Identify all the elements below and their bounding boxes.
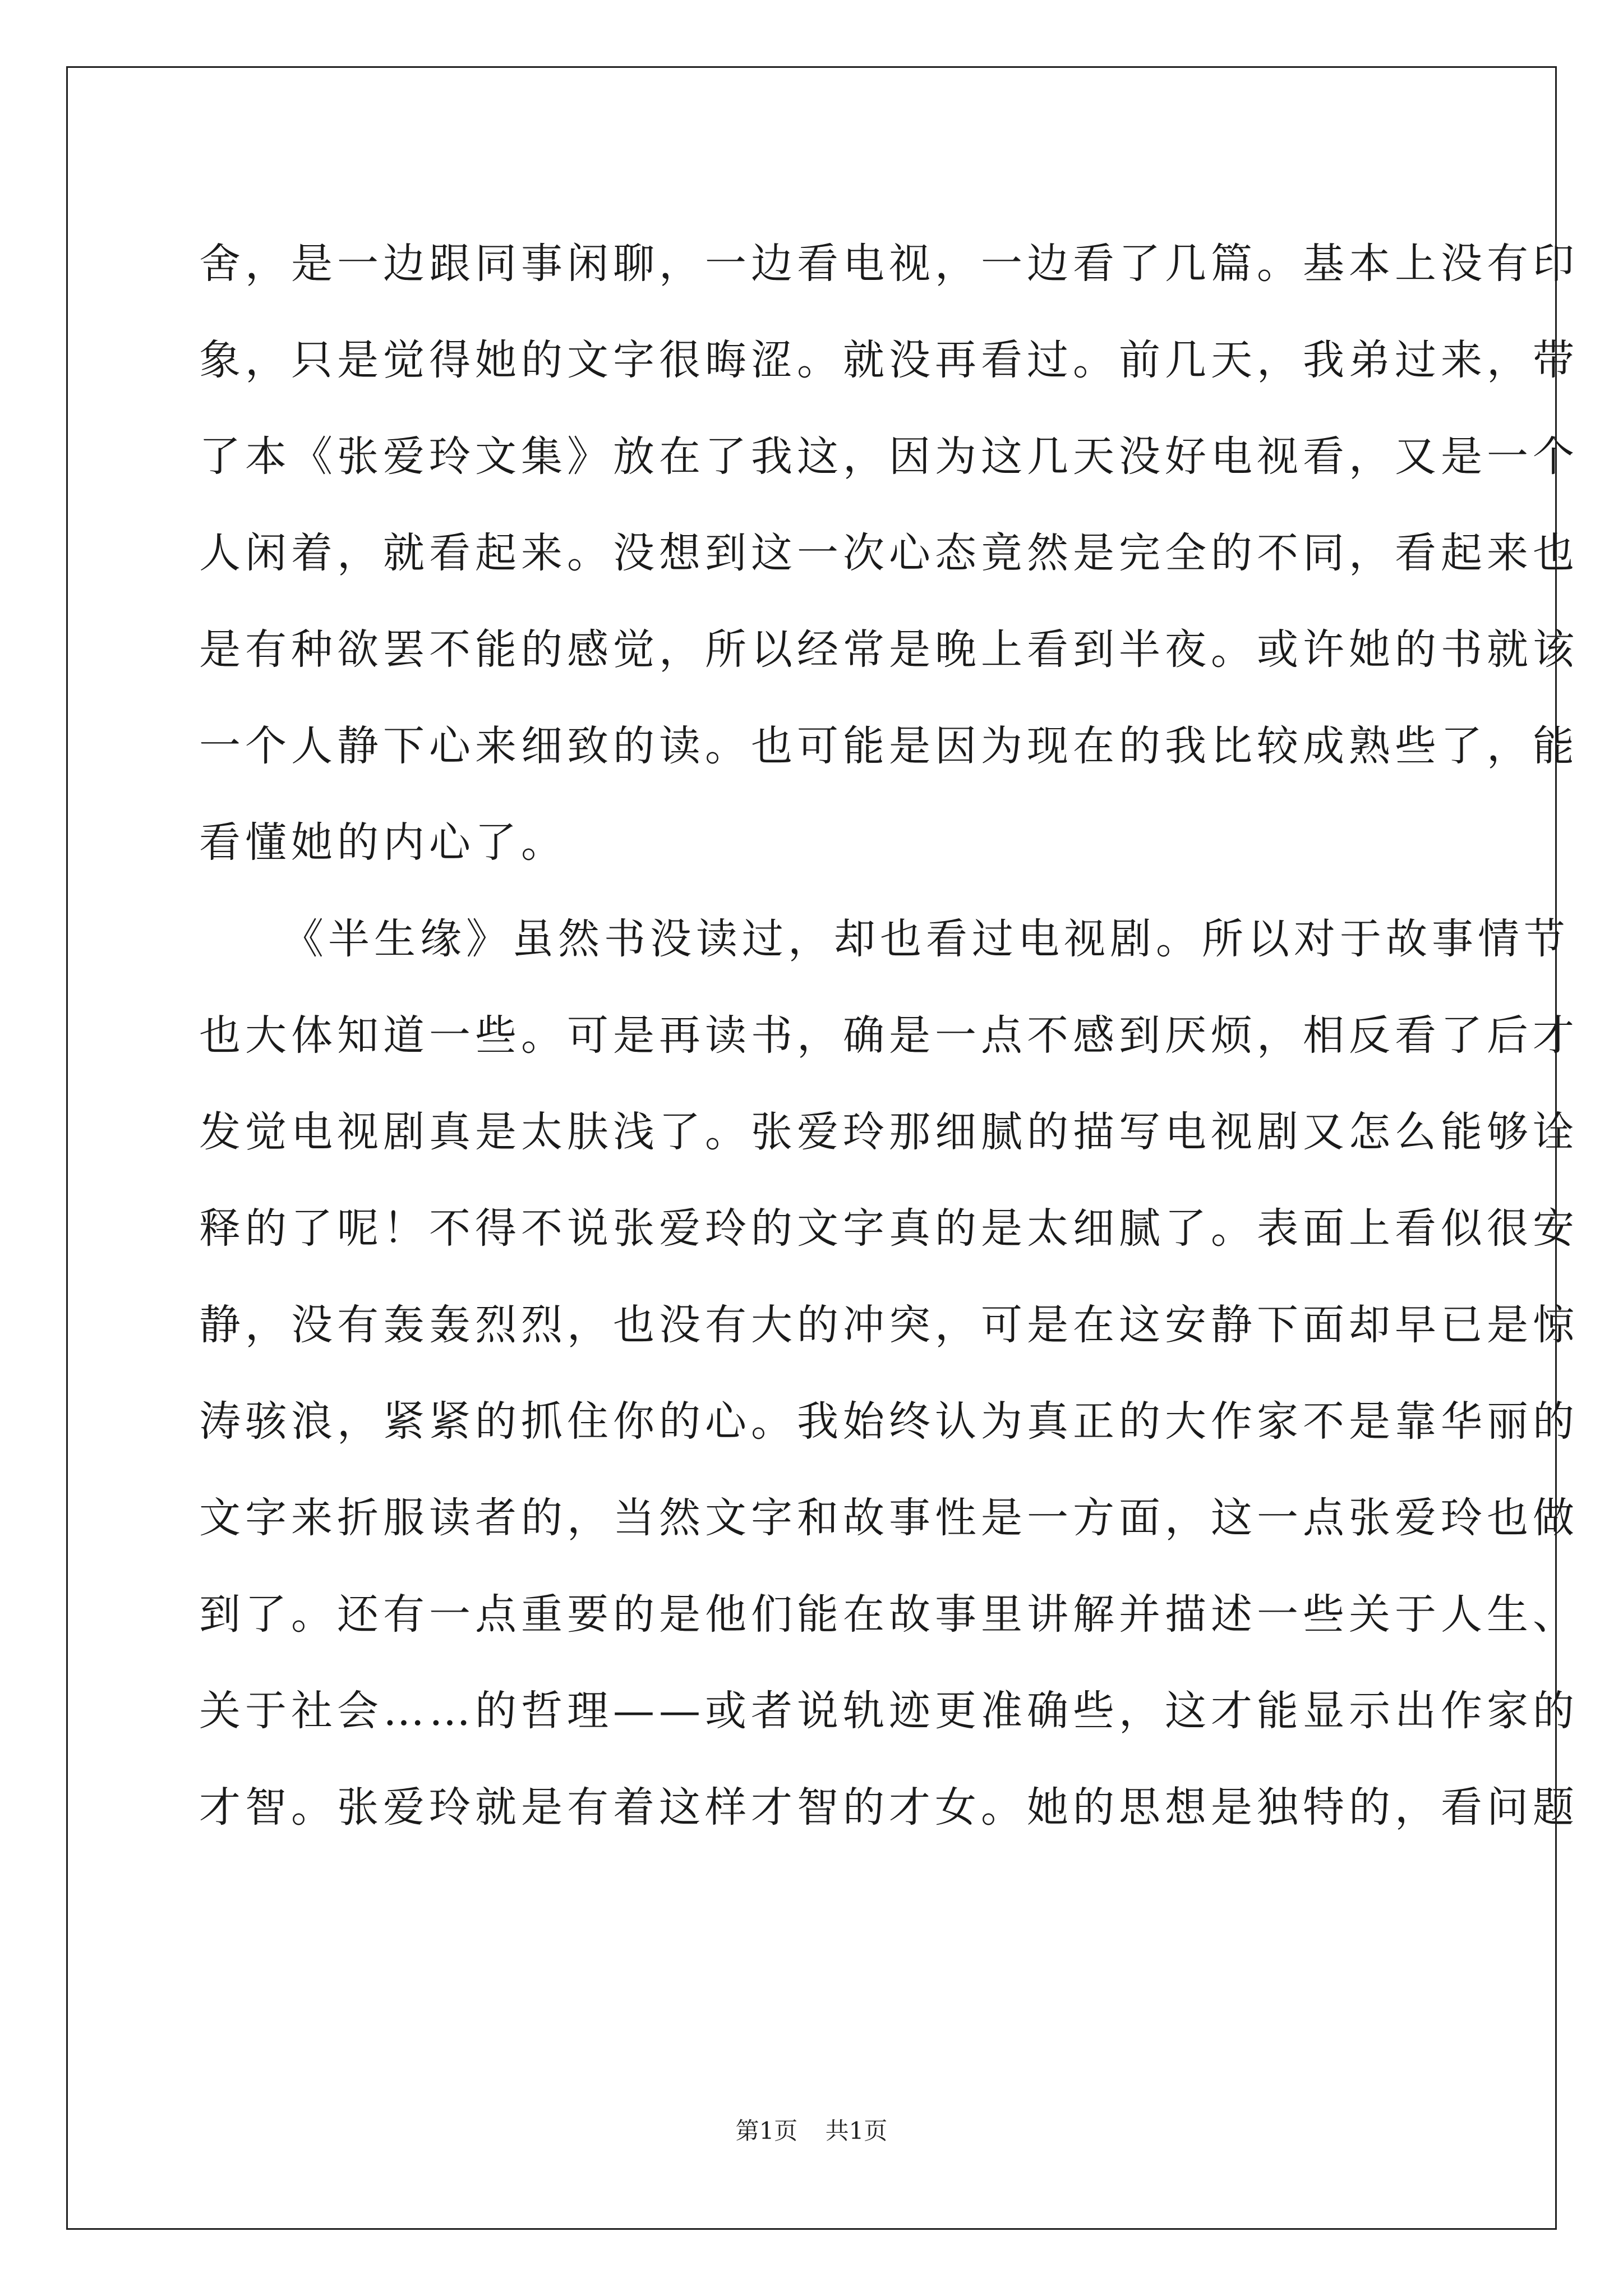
text-line-7: 看懂她的内心了。	[199, 818, 567, 867]
text-line-4: 人闲着，就看起来。没想到这一次心态竟然是完全的不同，看起来也	[199, 529, 1579, 577]
text-line-15: 到了。还有一点重要的是他们能在故事里讲解并描述一些关于人生、	[199, 1590, 1579, 1639]
text-line-13: 涛骇浪，紧紧的抓住你的心。我始终认为真正的大作家不是靠华丽的	[199, 1397, 1579, 1446]
page-total: 共1页	[825, 2117, 888, 2145]
page-footer	[0, 2113, 1623, 2146]
text-line-5: 是有种欲罢不能的感觉，所以经常是晚上看到半夜。或许她的书就该	[199, 625, 1579, 674]
text-line-3: 了本《张爱玲文集》放在了我这，因为这几天没好电视看，又是一个	[199, 432, 1579, 481]
text-line-17: 才智。张爱玲就是有着这样才智的才女。她的思想是独特的，看问题	[199, 1783, 1579, 1832]
text-line-14: 文字来折服读者的，当然文字和故事性是一方面，这一点张爱玲也做	[199, 1494, 1579, 1542]
text-line-6: 一个人静下心来细致的读。也可能是因为现在的我比较成熟些了，能	[199, 722, 1579, 770]
text-line-9: 也大体知道一些。可是再读书，确是一点不感到厌烦，相反看了后才	[199, 1011, 1579, 1060]
text-line-12: 静，没有轰轰烈烈，也没有大的冲突，可是在这安静下面却早已是惊	[199, 1301, 1579, 1349]
text-line-10: 发觉电视剧真是太肤浅了。张爱玲那细腻的描写电视剧又怎么能够诠	[199, 1108, 1579, 1156]
page-number: 第1页	[735, 2117, 798, 2145]
text-line-1: 舍，是一边跟同事闲聊，一边看电视，一边看了几篇。基本上没有印	[199, 240, 1579, 288]
text-line-16: 关于社会……的哲理——或者说轨迹更准确些，这才能显示出作家的	[199, 1687, 1579, 1735]
document-body	[199, 215, 1579, 1856]
text-line-11: 释的了呢！不得不说张爱玲的文字真的是太细腻了。表面上看似很安	[199, 1204, 1579, 1253]
text-line-8-paragraph-start: 《半生缘》虽然书没读过，却也看过电视剧。所以对于故事情节	[282, 915, 1570, 963]
text-line-2: 象，只是觉得她的文字很晦涩。就没再看过。前几天，我弟过来，带	[199, 336, 1579, 384]
